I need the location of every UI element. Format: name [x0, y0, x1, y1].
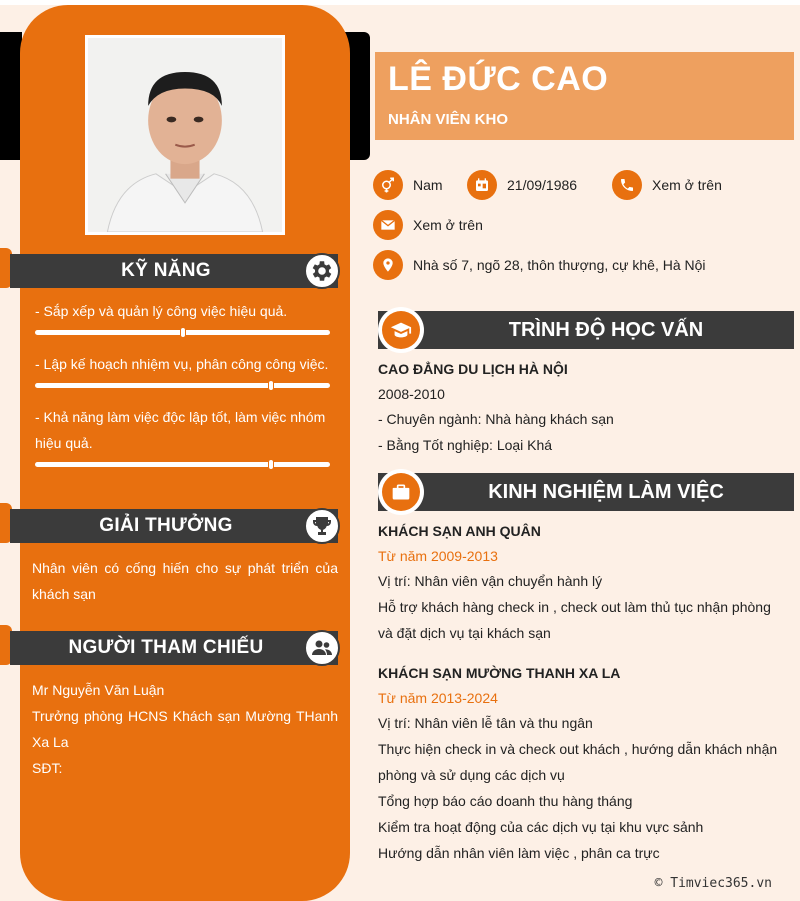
- phone-icon: [612, 170, 642, 200]
- experience-heading-bar: [378, 473, 794, 511]
- education-line: - Chuyên ngành: Nhà hàng khách sạn: [378, 411, 614, 427]
- people-icon: [304, 630, 340, 666]
- skill-level-bar: [35, 383, 330, 388]
- references-heading-bar: [10, 631, 338, 665]
- location-icon: [373, 250, 403, 280]
- school-name: CAO ĐẲNG DU LỊCH HÀ NỘI: [378, 361, 568, 377]
- phone-value: Xem ở trên: [652, 177, 722, 193]
- sidebar: [20, 5, 350, 901]
- experience-heading: KINH NGHIỆM LÀM VIỆC: [488, 481, 724, 503]
- trophy-icon: [304, 508, 340, 544]
- education-heading-bar: [378, 311, 794, 349]
- school-years: 2008-2010: [378, 386, 445, 402]
- job-line: Tổng hợp báo cáo doanh thu hàng tháng: [378, 793, 633, 809]
- awards-heading-bar: [10, 509, 338, 543]
- name-header: [375, 52, 794, 140]
- skill-item: - Khả năng làm việc độc lập tốt, làm việc nhóm hiệu quả.: [35, 409, 326, 451]
- skill-level-bar: [35, 330, 330, 335]
- candidate-title: NHÂN VIÊN KHO: [388, 111, 509, 128]
- gear-icon: [304, 253, 340, 289]
- skill-level-knob: [268, 459, 274, 470]
- company-name: KHÁCH SẠN MƯỜNG THANH XA LA: [378, 665, 621, 681]
- skill-item: - Lập kế hoạch nhiệm vụ, phân công công việc.: [35, 356, 329, 372]
- birthday-value: 21/09/1986: [507, 177, 578, 193]
- reference-line: Mr Nguyễn Văn Luận: [32, 682, 165, 698]
- reference-line: Trưởng phòng HCNS Khách sạn Mường THanh Xa La: [32, 708, 338, 750]
- footer-credit: © Timviec365.vn: [654, 876, 772, 891]
- decorative-tab-left: [0, 32, 22, 160]
- reference-line: SĐT:: [32, 760, 63, 776]
- skill-level-knob: [180, 327, 186, 338]
- awards-text: Nhân viên có cống hiến cho sự phát triển của khách sạn: [32, 560, 338, 602]
- address-value: Nhà số 7, ngõ 28, thôn thượng, cự khê, Hà Nội: [413, 257, 706, 273]
- education-line: - Bằng Tốt nghiệp: Loại Khá: [378, 437, 553, 453]
- company-name: KHÁCH SẠN ANH QUÂN: [378, 523, 541, 539]
- job-line: Hướng dẫn nhân viên làm việc , phân ca trực: [378, 845, 660, 861]
- job-period: Từ năm 2009-2013: [378, 548, 498, 564]
- calendar-icon: [467, 170, 497, 200]
- awards-heading: GIẢI THƯỞNG: [99, 515, 233, 536]
- skill-level-knob: [268, 380, 274, 391]
- gender-icon: [373, 170, 403, 200]
- job-line: Vị trí: Nhân viên vận chuyển hành lý: [378, 573, 603, 589]
- gender-value: Nam: [413, 177, 443, 193]
- job-line: Thực hiện check in và check out khách , hướng dẫn khách nhận phòng và sử dụng các dịch vụ: [378, 741, 778, 783]
- job-line: Kiểm tra hoạt động của các dịch vụ tại khu vực sảnh: [378, 819, 704, 835]
- skills-heading: KỸ NĂNG: [121, 260, 211, 281]
- job-line: Hỗ trợ khách hàng check in , check out làm thủ tục nhận phòng và đặt dịch vụ tại khách sạn: [378, 599, 771, 641]
- references-list: [32, 677, 338, 781]
- references-heading: NGƯỜI THAM CHIẾU: [68, 637, 264, 658]
- skills-heading-bar: [10, 254, 338, 288]
- job-period: Từ năm 2013-2024: [378, 690, 498, 706]
- education-heading: TRÌNH ĐỘ HỌC VẤN: [508, 319, 704, 341]
- skill-level-bar: [35, 462, 330, 467]
- avatar-photo: [88, 38, 282, 232]
- email-value: Xem ở trên: [413, 217, 483, 233]
- skill-item: - Sắp xếp và quản lý công việc hiệu quả.: [35, 303, 288, 319]
- avatar: [85, 35, 285, 235]
- job-line: Vị trí: Nhân viên lễ tân và thu ngân: [378, 715, 593, 731]
- candidate-name: LÊ ĐỨC CAO: [388, 60, 609, 98]
- mail-icon: [373, 210, 403, 240]
